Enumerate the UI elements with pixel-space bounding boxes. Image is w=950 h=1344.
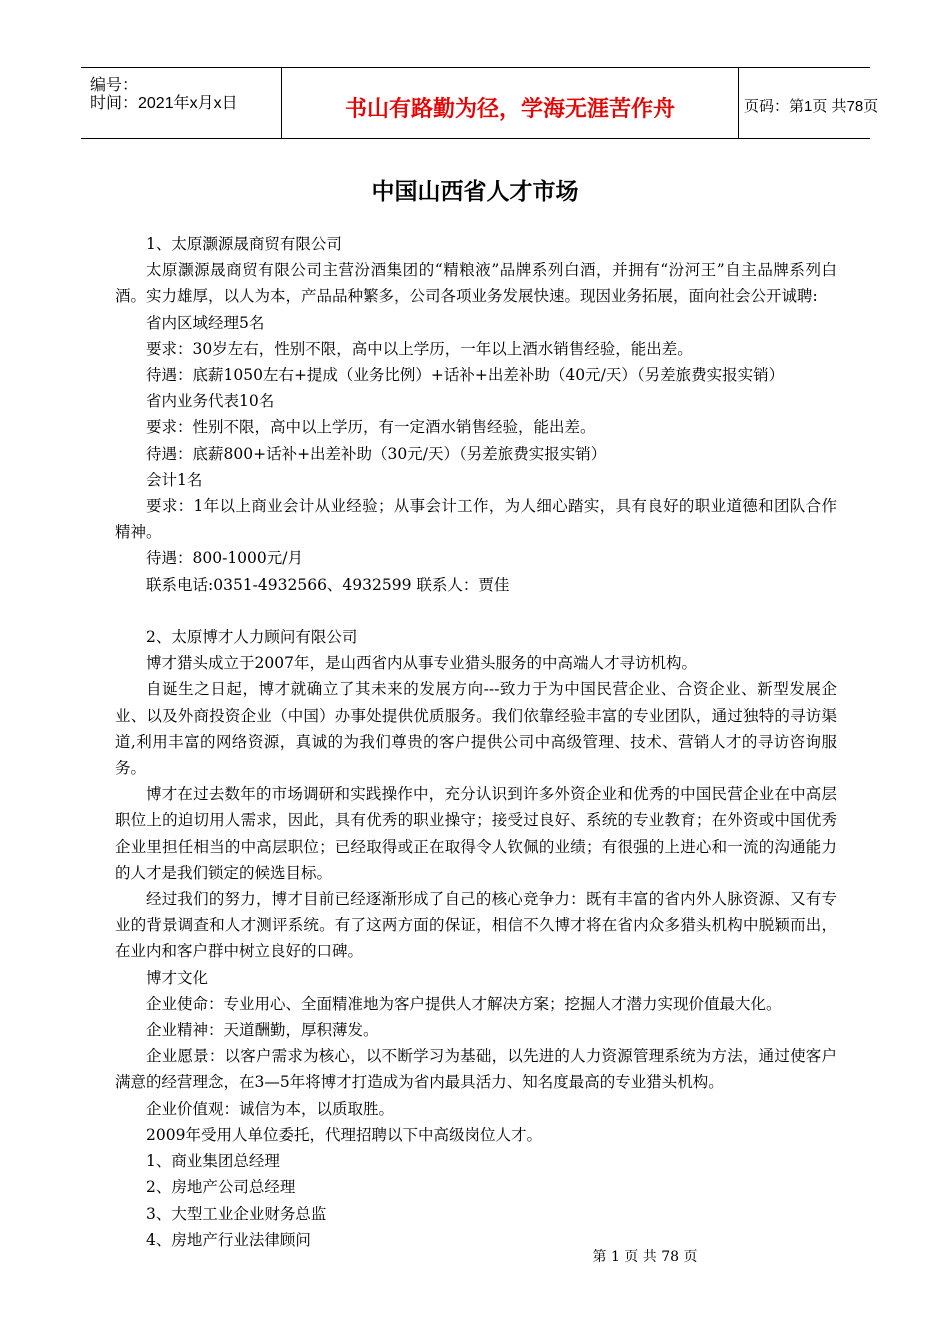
paragraph: 4、房地产行业法律顾问 <box>146 1230 311 1249</box>
document-body <box>115 231 837 1253</box>
paragraph: 经过我们的努力，博才目前已经逐渐形成了自己的核心竞争力：既有丰富的省内外人脉资源、又有专业的背景调查和人才测评系统。有了这两方面的保证，相信不久博才将在省内众多猎头机构中脱颖而出，在业内和客户群中树立良好的口碑。 <box>115 890 837 961</box>
paragraph: 自诞生之日起，博才就确立了其未来的发展方向---致力于为中国民营企业、合资企业、新型发展企业、以及外商投资企业（中国）办事处提供优质服务。我们依靠经验丰富的专业团队，通过独特的寻访渠道,利用丰富的网络资源，真诚的为我们尊贵的客户提供公司中高级管理、技术、营销人才的寻访咨询服务。 <box>115 680 837 778</box>
paragraph: 省内区域经理5名 <box>146 313 265 332</box>
paragraph: 3、大型工业企业财务总监 <box>146 1204 327 1223</box>
page-header <box>81 67 879 139</box>
footer-page-number: 第 1 页 共 78 页 <box>592 1249 698 1265</box>
document-number-label: 编号： <box>90 77 139 94</box>
paragraph: 要求：性别不限，高中以上学历，有一定酒水销售经验，能出差。 <box>146 418 596 437</box>
paragraph: 联系电话:0351-4932566、4932599 联系人：贾佳 <box>146 575 510 594</box>
paragraph: 企业使命：专业用心、全面精准地为客户提供人才解决方案；挖掘人才潜力实现价值最大化。 <box>146 994 782 1013</box>
header-page-code: 页码：第1页 共78页 <box>744 98 879 115</box>
document-title: 中国山西省人才市场 <box>371 179 579 205</box>
page-footer <box>0 1246 950 1266</box>
paragraph: 会计1名 <box>146 470 203 489</box>
paragraph: 2、房地产公司总经理 <box>146 1178 296 1197</box>
paragraph: 企业价值观：诚信为本，以质取胜。 <box>146 1099 395 1118</box>
paragraph: 企业愿景：以客户需求为核心，以不断学习为基础，以先进的人力资源管理系统为方法，通过使客户满意的经营理念，在3—5年将博才打造成为省内最具活力、知名度最高的专业猎头机构。 <box>115 1047 837 1092</box>
paragraph: 1、商业集团总经理 <box>146 1152 280 1171</box>
paragraph: 2、太原博才人力顾问有限公司 <box>146 628 358 647</box>
paragraph: 省内业务代表10名 <box>146 392 275 411</box>
blank-line <box>115 598 837 624</box>
paragraph: 待遇：底薪1050左右+提成（业务比例）+话补+出差补助（40元/天）（另差旅费实报实销） <box>146 366 785 385</box>
paragraph: 要求：1年以上商业会计从业经验；从事会计工作，为人细心踏实，具有良好的职业道德和团队合作精神。 <box>115 497 837 542</box>
header-meta-cell <box>81 68 281 138</box>
header-motto: 书山有路勤为径，学海无涯苦作舟 <box>344 97 675 122</box>
paragraph: 企业精神：天道酬勤，厚积薄发。 <box>146 1021 379 1040</box>
paragraph: 博才猎头成立于2007年，是山西省内从事专业猎头服务的中高端人才寻访机构。 <box>146 654 697 673</box>
document-date: 时间：2021年x月x日 <box>90 95 238 112</box>
header-motto-cell <box>281 68 739 138</box>
paragraph: 要求：30岁左右，性别不限，高中以上学历，一年以上酒水销售经验，能出差。 <box>146 339 693 358</box>
paragraph: 2009年受用人单位委托，代理招聘以下中高级岗位人才。 <box>146 1125 542 1144</box>
paragraph: 待遇：底薪800+话补+出差补助（30元/天）（另差旅费实报实销） <box>146 444 607 463</box>
paragraph: 待遇：800-1000元/月 <box>146 549 303 568</box>
paragraph: 博才文化 <box>146 968 209 987</box>
paragraph: 太原灏源晟商贸有限公司主营汾酒集团的“精粮液”品牌系列白酒，并拥有“汾河王”自主品牌系列白酒。实力雄厚，以人为本，产品品种繁多，公司各项业务发展快速。现因业务拓展，面向社会公开诚聘: <box>115 261 837 306</box>
paragraph: 1、太原灏源晟商贸有限公司 <box>146 235 342 253</box>
header-page-cell <box>738 68 879 138</box>
paragraph: 博才在过去数年的市场调研和实践操作中，充分认识到许多外资企业和优秀的中国民营企业在中高层职位上的迫切用人需求，因此，具有优秀的职业操守；接受过良好、系统的专业教育；在外资或中国优秀企业里担任相当的中高层职位；已经取得或正在取得令人钦佩的业绩；有很强的上进心和一流的沟通能力的人才是我们锁定的候选目标。 <box>115 785 837 882</box>
